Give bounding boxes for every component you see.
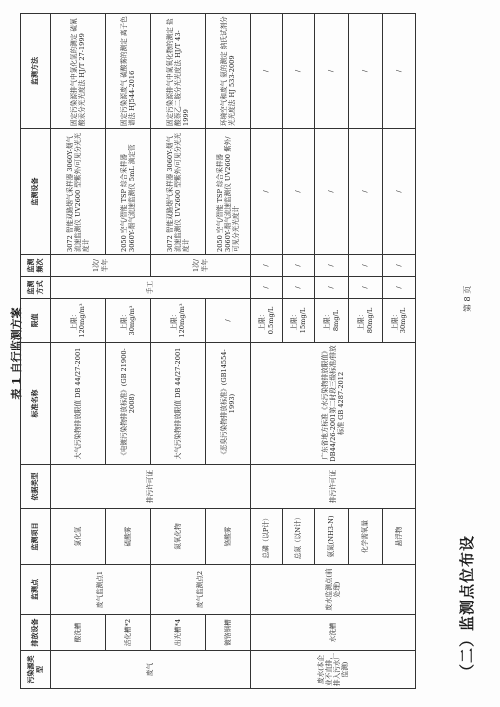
freq-cell: /: [383, 255, 416, 277]
table-row: [51, 14, 106, 689]
std-cell: 《电镀污染物排放标准》(GB 21900-2008): [106, 343, 151, 465]
header-row: [21, 14, 51, 689]
limit-cell: 上限：30mg/L: [383, 299, 416, 343]
item-cell: 硫酸雾: [106, 509, 151, 565]
freq-cell: /: [349, 255, 383, 277]
item-cell: 氮氧化物: [151, 509, 206, 565]
basis-cell: 排污许可证: [251, 465, 416, 509]
header-analysis: 监测方法: [21, 14, 51, 129]
header-point: 监测点: [21, 565, 51, 615]
equipment-cell: /: [383, 129, 416, 255]
limit-cell: 上限：120mg/m³: [51, 299, 106, 343]
method-cell: /: [283, 277, 315, 299]
header-method: 监测方式: [21, 277, 51, 299]
outlet-cell: 水洗槽: [251, 615, 416, 651]
std-cell: 广东省地方标准《水污染物排放限值》DB44/26-2001第二时段三级标准/排放标准 GB 4287-2012: [251, 343, 416, 465]
std-cell: 大气污染物排放限值 DB 44/27-2001: [51, 343, 106, 465]
method-cell: 手工: [51, 277, 251, 299]
item-cell: 氯化氢: [51, 509, 106, 565]
freq-cell: /: [251, 255, 283, 277]
item-cell: 氨氮(NH3-N): [315, 509, 349, 565]
header-item: 监测项目: [21, 509, 51, 565]
analysis-cell: /: [349, 14, 383, 129]
freq-cell: /: [283, 255, 315, 277]
freq-cell: 1次/半年: [151, 255, 251, 277]
item-cell: 化学需氧量: [349, 509, 383, 565]
outlet-cell: 出光槽*4: [151, 615, 206, 651]
equipment-cell: /: [349, 129, 383, 255]
std-cell: 《恶臭污染物排放标准》(GB14554-1993): [206, 343, 251, 465]
equipment-cell: 3072 智能双路烟气采样器 3060Y-烟气流速监测仪 UV2600 型紫外/可见分光光度计: [51, 129, 106, 255]
item-cell: 铬酸雾: [206, 509, 251, 565]
point-cell: 废气监测点1: [51, 565, 151, 615]
point-cell: 废水监测点(前处理): [251, 565, 416, 615]
limit-cell: 上限：120mg/m³: [151, 299, 206, 343]
freq-cell: 1次/半年: [51, 255, 151, 277]
method-cell: /: [315, 277, 349, 299]
analysis-cell: 固定污染源废气 硫酸雾的测定 离子色谱法 HJ544-2016: [106, 14, 151, 129]
table-row: [251, 14, 283, 689]
header-equipment: 监测设备: [21, 129, 51, 255]
analysis-cell: 环境空气和废气 氨的测定 纳氏试剂分光光度法 HJ 533-2009: [206, 14, 251, 129]
method-cell: /: [383, 277, 416, 299]
point-cell: 废气监测点2: [151, 565, 251, 615]
header-freq: 监测频次: [21, 255, 51, 277]
equipment-cell: /: [251, 129, 283, 255]
equipment-cell: 2050 空气/智能 TSP 综合采样器 3060Y-烟气流速监测仪 UV2600 紫外/可见分光光度计: [206, 129, 251, 255]
limit-cell: 上限：0.5mg/L: [251, 299, 283, 343]
analysis-cell: /: [383, 14, 416, 129]
analysis-cell: /: [315, 14, 349, 129]
monitoring-plan-table: [20, 13, 416, 689]
analysis-cell: /: [283, 14, 315, 129]
table-title: 表 1 自行监测方案: [10, 307, 23, 400]
item-cell: 总磷（以P计）: [251, 509, 283, 565]
header-std-name: 标准名称: [21, 343, 51, 465]
limit-cell: 上限：80mg/L: [349, 299, 383, 343]
header-outlet: 排放设备: [21, 615, 51, 651]
limit-cell: 上限：30mg/m³: [106, 299, 151, 343]
std-cell: 大气污染物排放限值 DB 44/27-2001: [151, 343, 206, 465]
method-cell: /: [349, 277, 383, 299]
outlet-cell: 镀铬钢槽: [206, 615, 251, 651]
freq-cell: /: [315, 255, 349, 277]
analysis-cell: 固定污染源排气中氮氧化物的测定 盐酸萘乙二胺分光光度法 HJ/T 43-1999: [151, 14, 206, 129]
equipment-cell: 3072 智能双路烟气采样器 3060Y-烟气流速监测仪 UV2600 型紫外/可见分光光度计: [151, 129, 206, 255]
outlet-cell: 酸洗槽: [51, 615, 106, 651]
equipment-cell: /: [283, 129, 315, 255]
item-cell: 总氮（以N计）: [283, 509, 315, 565]
outlet-cell: 活化槽*2: [106, 615, 151, 651]
type-waste-gas: 废气: [51, 651, 251, 689]
header-pollutant-type: 污染源类型: [21, 651, 51, 689]
equipment-cell: /: [315, 129, 349, 255]
header-limit: 限值: [21, 299, 51, 343]
analysis-cell: /: [251, 14, 283, 129]
analysis-cell: 固定污染源排气中氯化氢的测定 硫氰酸汞分光光度法 HJ/T 27-1999: [51, 14, 106, 129]
table-row: [151, 14, 206, 689]
equipment-cell: 2050 空气/智能 TSP 综合采样器 3060Y-烟气流速监测仪 5mL 滴定管: [106, 129, 151, 255]
page-number: 第 8 页: [463, 285, 472, 312]
type-waste-water: 废水(本企业不直排，排入污水厂监测): [251, 651, 416, 689]
item-cell: 悬浮物: [383, 509, 416, 565]
method-cell: /: [251, 277, 283, 299]
limit-cell: 上限：8mg/L: [315, 299, 349, 343]
limit-cell: 上限：15mg/L: [283, 299, 315, 343]
header-basis-type: 依据类型: [21, 465, 51, 509]
limit-cell: /: [206, 299, 251, 343]
basis-cell: 排污许可证: [51, 465, 251, 509]
section-title: （二）监测点位布设: [458, 534, 476, 679]
